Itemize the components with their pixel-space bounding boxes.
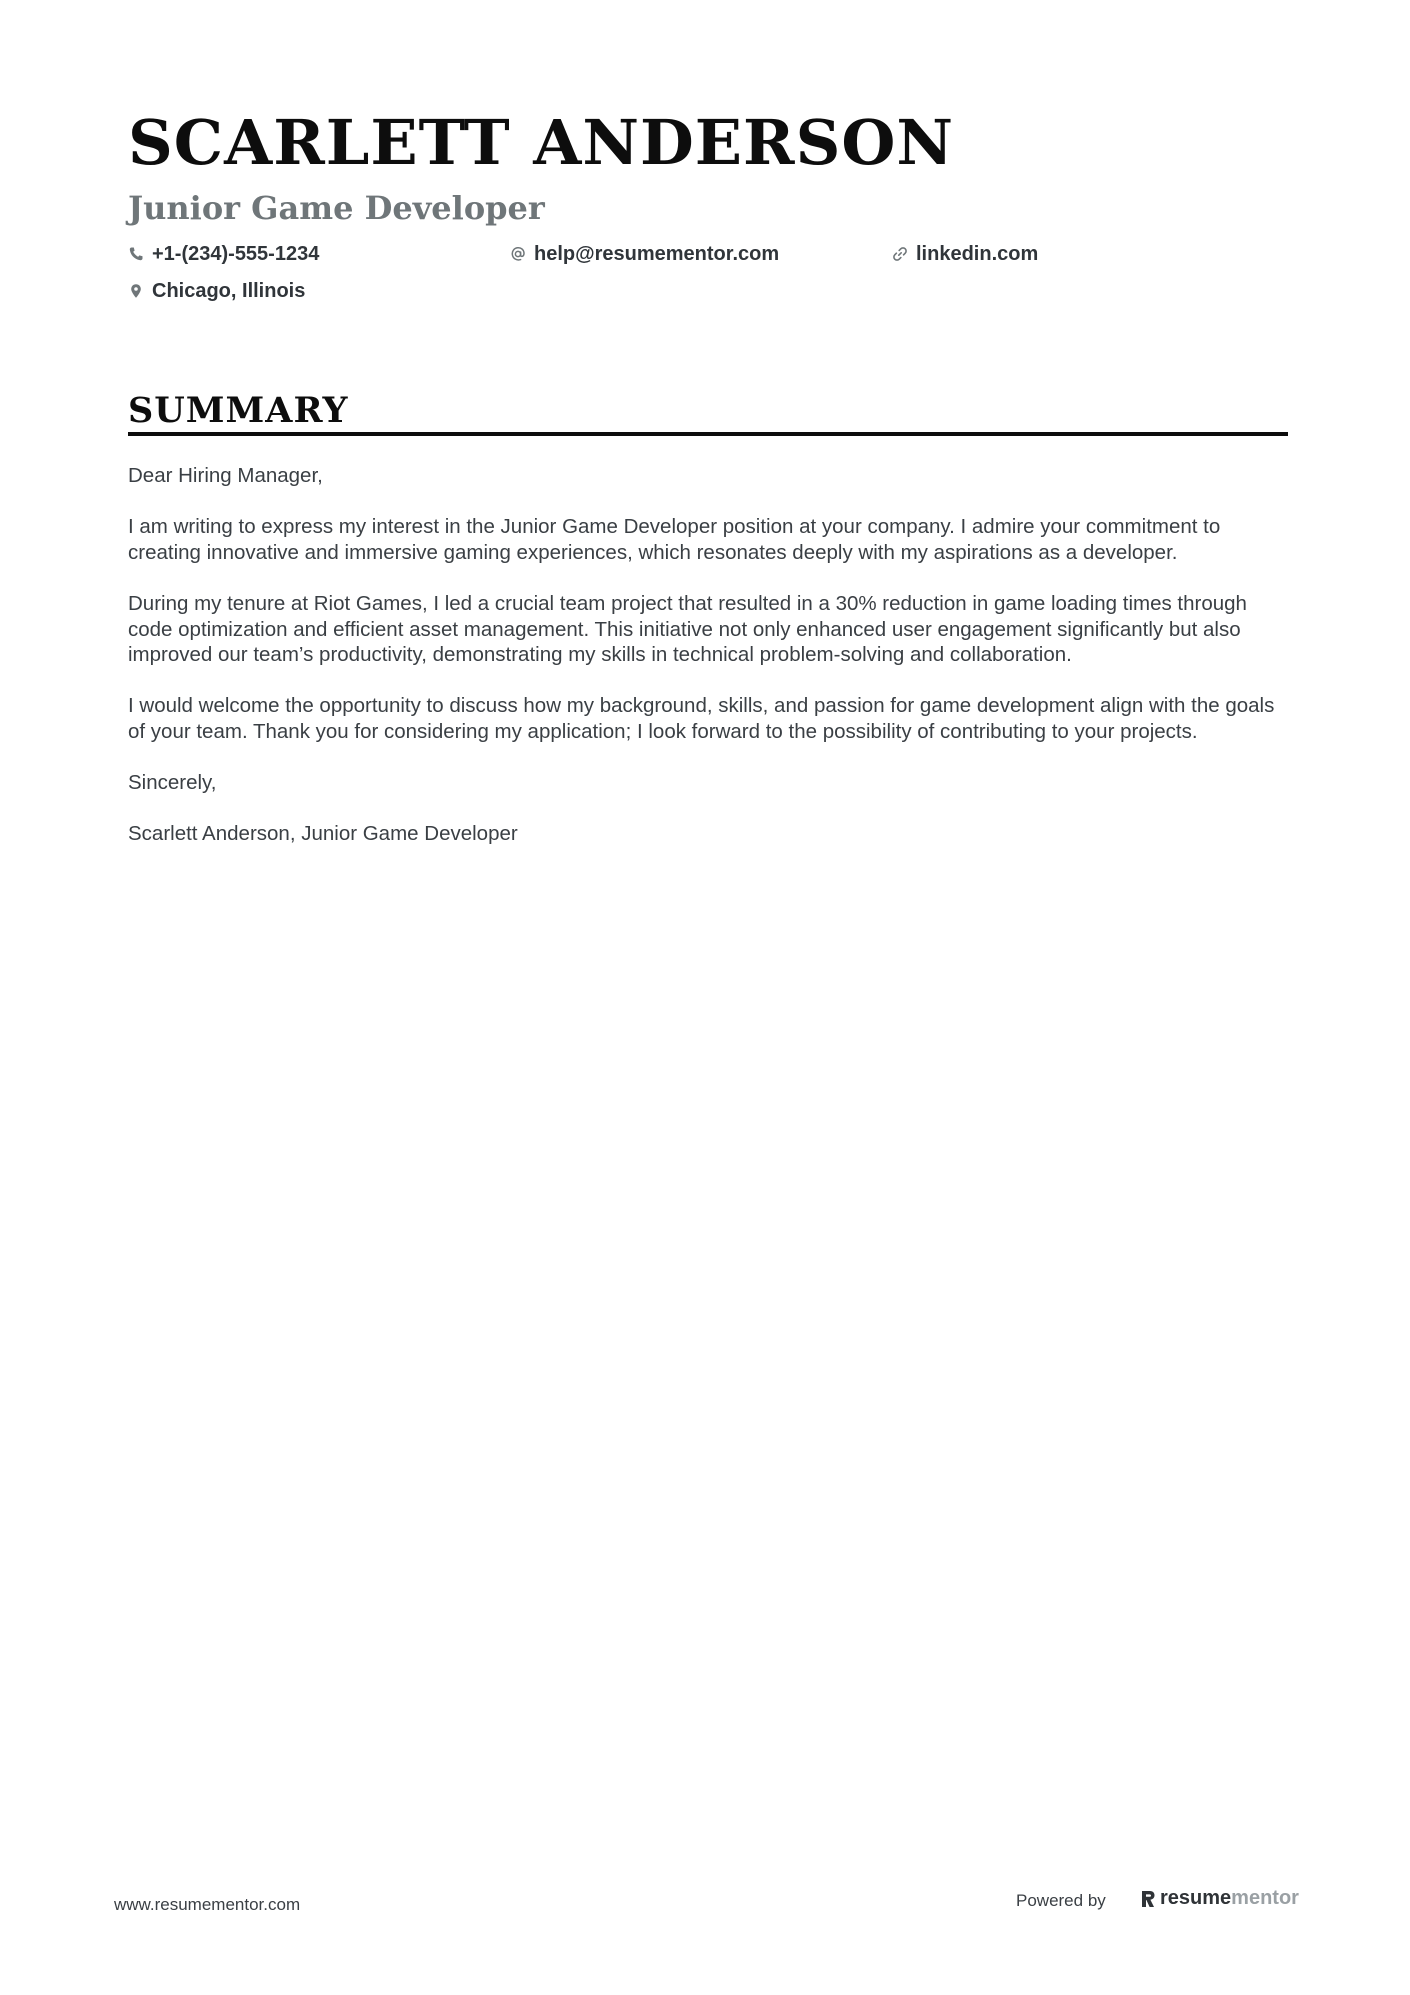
contact-website [892, 244, 1038, 264]
salutation: Dear Hiring Manager, [128, 464, 323, 487]
phone-icon [128, 246, 144, 262]
contact-email [510, 244, 779, 264]
signature-line: Scarlett Anderson, Junior Game Developer [128, 822, 518, 846]
job-title: Junior Game Developer [128, 189, 545, 227]
closing: Sincerely, [128, 771, 217, 795]
footer-url[interactable]: www.resumementor.com [114, 1895, 301, 1914]
location-pin-icon [128, 283, 144, 299]
candidate-name: SCARLETT ANDERSON [128, 106, 955, 179]
brand-name-light: mentor [1231, 1887, 1299, 1909]
section-divider [128, 432, 1288, 436]
email-text: help@resumementor.com [534, 243, 780, 265]
resumementor-logo-icon [1140, 1889, 1156, 1909]
brand-logo [1140, 1887, 1299, 1910]
contact-phone [128, 244, 319, 264]
website-text: linkedin.com [916, 243, 1039, 265]
powered-by-label: Powered by [1016, 1891, 1106, 1910]
letter-paragraph: I would welcome the opportunity to discuss how my background, skills, and passion for game development align with the goals of your team. Thank you for considering my application; I look forward to the possibility of contributing to your projects. [128, 694, 1275, 743]
summary-heading: SUMMARY [128, 390, 349, 431]
letter-body [128, 463, 1288, 873]
letter-paragraph: During my tenure at Riot Games, I led a crucial team project that resulted in a 30% reduction in game loading times through code optimization and efficient asset management. This initiative not only enhanced user engagement significantly but also improved our team’s productivity, demonstrating my skills in technical problem-solving and collaboration. [128, 591, 1247, 667]
phone-text: +1-(234)-555-1234 [152, 243, 320, 265]
brand-name-strong: resume [1160, 1887, 1232, 1909]
location-text: Chicago, Illinois [152, 280, 306, 302]
link-icon [892, 246, 908, 262]
contact-location [128, 281, 305, 301]
at-icon [510, 246, 526, 262]
letter-paragraph: I am writing to express my interest in the Junior Game Developer position at your company. I admire your commitment to creating innovative and immersive gaming experiences, which resonates deeply with my aspirations as a developer. [128, 515, 1221, 564]
